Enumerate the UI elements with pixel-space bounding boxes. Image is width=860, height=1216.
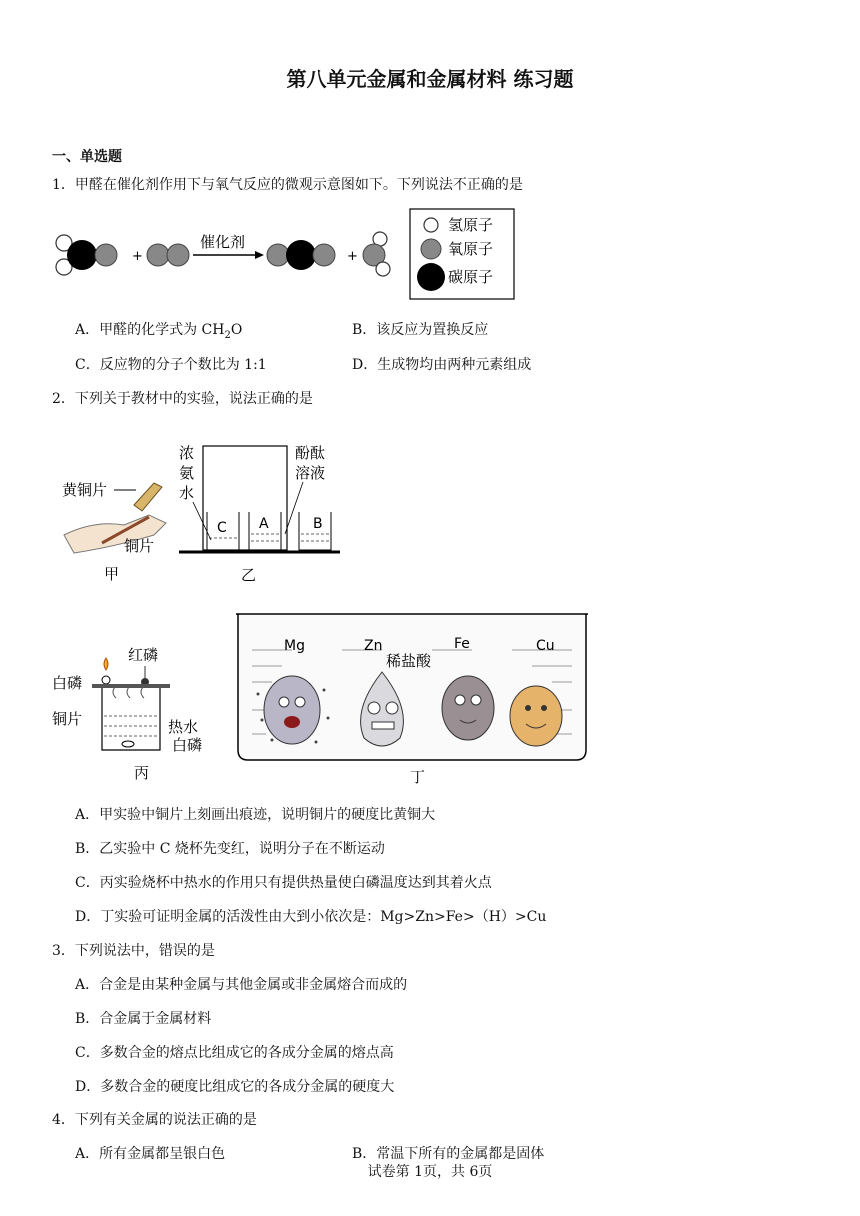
hydrogen-legend-icon	[424, 218, 438, 232]
beaker	[102, 688, 160, 750]
q3-option-c: C．多数合金的熔点比组成它的各成分金属的熔点高	[75, 1045, 394, 1061]
flame-icon	[104, 658, 108, 670]
q3-option-d: D．多数合金的硬度比组成它的各成分金属的硬度大	[75, 1079, 395, 1095]
hot-water-label: 热水	[168, 718, 199, 736]
q2-option-a: A．甲实验中铜片上刻画出痕迹，说明铜片的硬度比黄铜大	[75, 807, 436, 823]
metal-fe-label: Fe	[454, 636, 470, 652]
metal-cu-label: Cu	[536, 638, 555, 654]
figure-yi	[175, 440, 345, 585]
question-4-stem: 4．下列有关金属的说法正确的是	[52, 1112, 257, 1128]
plus-sign: +	[347, 249, 358, 264]
metal-mg-label: Mg	[284, 638, 305, 654]
page-footer: 试卷第 1页，共 6页	[367, 1164, 493, 1180]
section-heading: 一、单选题	[52, 149, 122, 165]
carbon-atom-icon	[286, 240, 316, 270]
legend-carbon: 碳原子	[448, 268, 494, 286]
figure-bing	[50, 640, 203, 785]
carbon-atom-icon	[67, 240, 97, 270]
q2-option-b: B．乙实验中 C 烧杯先变红，说明分子在不断运动	[75, 841, 385, 857]
ammonia-label-1: 浓	[179, 444, 195, 462]
bell-jar	[203, 446, 287, 550]
q4-option-a: A．所有金属都呈银白色	[75, 1146, 226, 1162]
catalyst-label: 催化剂	[200, 233, 246, 251]
white-phosphorus-label: 白磷	[52, 674, 83, 692]
copper-label: 铜片	[124, 537, 155, 555]
page-title: 第八单元金属和金属材料 练习题	[286, 67, 574, 91]
oxygen-atom-icon	[147, 244, 169, 266]
beaker-b-label: B	[313, 516, 323, 532]
figure-ding-caption: 丁	[410, 768, 426, 786]
brass-strip	[134, 483, 162, 511]
oxygen-atom-icon	[267, 244, 289, 266]
q1-option-a: A．甲醛的化学式为 $CH_2O$	[75, 322, 243, 341]
cu-character	[510, 686, 562, 746]
acid-label: 稀盐酸	[386, 652, 432, 670]
ammonia-label-2: 氨	[179, 464, 195, 482]
oxygen-atom-icon	[95, 244, 117, 266]
figure-bing-caption: 丙	[134, 764, 150, 782]
copper-sheet	[92, 684, 170, 688]
reaction-diagram	[50, 205, 530, 305]
phenol-label-1: 酚酞	[295, 444, 326, 462]
q1-option-c: C．反应物的分子个数比为 1:1	[75, 357, 267, 373]
q3-option-a: A．合金是由某种金属与其他金属或非金属熔合而成的	[75, 977, 408, 993]
copper-sheet-label: 铜片	[52, 710, 83, 728]
metal-zn-label: Zn	[364, 638, 383, 654]
legend-oxygen: 氧原子	[448, 240, 494, 258]
beaker-c-label: C	[217, 520, 227, 536]
oxygen-atom-icon	[313, 244, 335, 266]
ammonia-label-3: 水	[179, 484, 195, 502]
figure-yi-caption: 乙	[241, 566, 257, 584]
white-phosphorus-bottom-label: 白磷	[172, 736, 203, 754]
phenol-label-2: 溶液	[295, 464, 326, 482]
mg-character	[264, 676, 320, 744]
fe-character	[442, 676, 494, 740]
q4-option-b: B．常温下所有的金属都是固体	[352, 1146, 545, 1162]
beaker-a-label: A	[259, 516, 269, 532]
question-1-stem: 1．甲醛在催化剂作用下与氧气反应的微观示意图如下。下列说法不正确的是	[52, 177, 523, 193]
q3-option-b: B．合金属于金属材料	[75, 1011, 212, 1027]
question-2-stem: 2．下列关于教材中的实验，说法正确的是	[52, 391, 313, 407]
figure-jia	[54, 475, 174, 585]
q2-option-c: C．丙实验烧杯中热水的作用只有提供热量使白磷温度达到其着火点	[75, 875, 492, 891]
oxygen-atom-icon	[167, 244, 189, 266]
red-phosphorus-label: 红磷	[128, 646, 159, 664]
arrowhead-icon	[255, 251, 264, 259]
figure-ding	[232, 610, 592, 785]
q2-option-d: D．丁实验可证明金属的活泼性由大到小依次是：Mg>Zn>Fe>（H）>Cu	[75, 909, 547, 925]
question-3-stem: 3．下列说法中，错误的是	[52, 943, 215, 959]
legend-hydrogen: 氢原子	[448, 216, 494, 234]
figure-jia-caption: 甲	[104, 565, 120, 583]
carbon-legend-icon	[417, 263, 445, 291]
hydrogen-atom-icon	[376, 262, 390, 276]
q1-option-d: D．生成物均由两种元素组成	[352, 357, 532, 373]
oxygen-legend-icon	[421, 239, 441, 259]
brass-label: 黄铜片	[62, 481, 108, 499]
plus-sign: +	[132, 249, 143, 264]
q1-option-b: B．该反应为置换反应	[352, 322, 489, 338]
